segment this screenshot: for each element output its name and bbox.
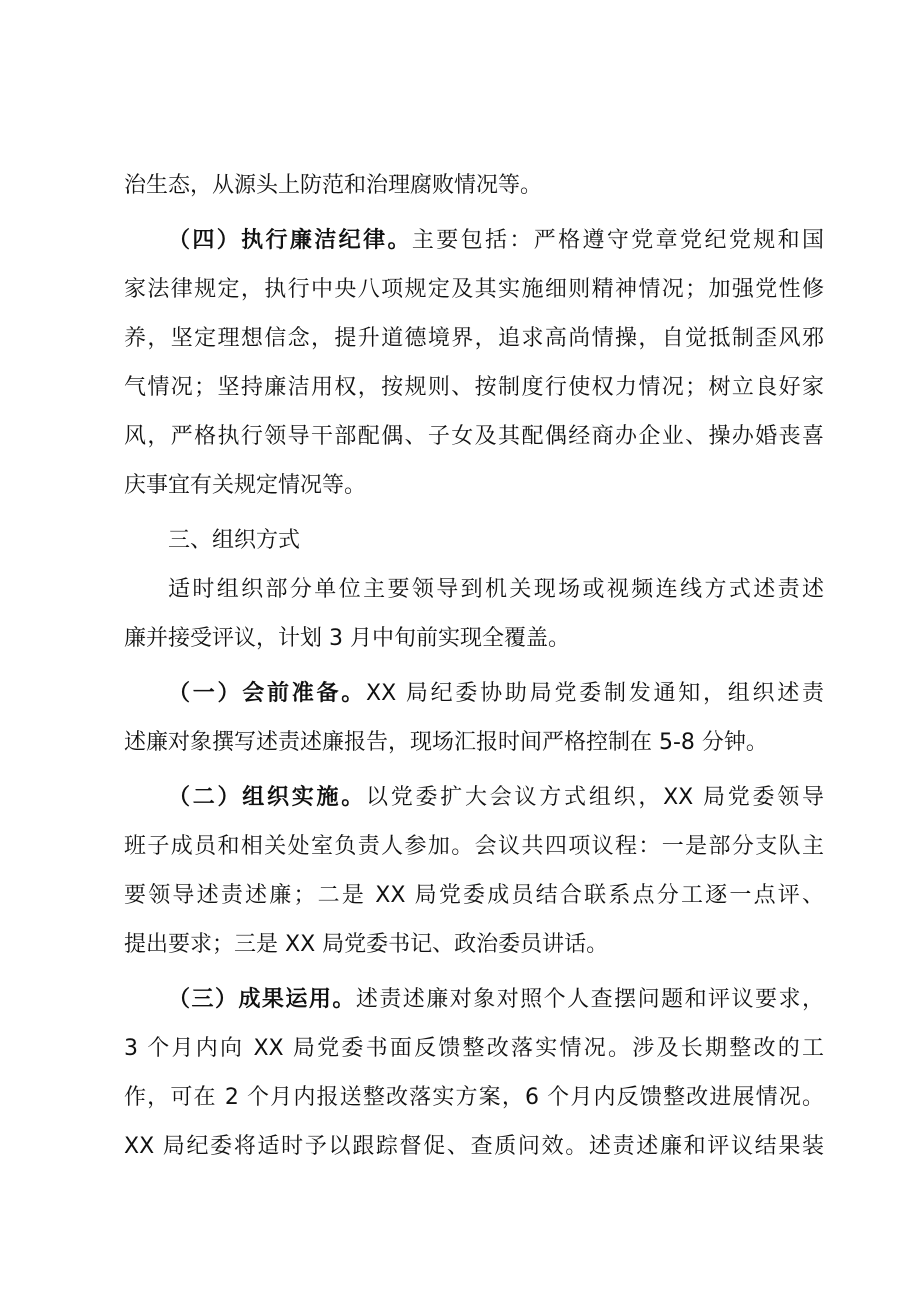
paragraph-continuation <box>124 161 824 210</box>
text-line <box>124 216 824 265</box>
text-line: 廉并接受评议，计划 3 月中旬前实现全覆盖。 <box>124 626 570 651</box>
text-line: 3 个月内向 XX 局党委书面反馈整改落实情况。涉及长期整改的工 <box>124 1036 824 1061</box>
text-line <box>124 975 824 1024</box>
paragraph-organization <box>124 565 824 663</box>
paragraph-heading: （二）组织实施。 <box>168 785 367 810</box>
section-title: 三、组织方式 <box>168 528 301 553</box>
paragraph-heading: （一）会前准备。 <box>168 681 367 706</box>
text-line: 适时组织部分单位主要领导到机关现场或视频连线方式述责述 <box>168 577 824 602</box>
paragraph-implementation <box>124 773 824 969</box>
text-line: 班子成员和相关处室负责人参加。会议共四项议程：一是部分支队主 <box>124 834 824 859</box>
paragraph-discipline <box>124 216 824 510</box>
document-body <box>124 161 824 1171</box>
section-heading <box>124 516 824 565</box>
text-line: 养，坚定理想信念，提升道德境界，追求高尚情操，自觉抵制歪风邪 <box>124 326 824 351</box>
text-run: 主要包括：严格遵守党章党纪党规和国 <box>411 228 824 253</box>
text-line: 庆事宜有关规定情况等。 <box>124 473 367 498</box>
text-line: 治生态，从源头上防范和治理腐败情况等。 <box>124 173 543 198</box>
text-run: XX 局纪委协助局党委制发通知，组织述责 <box>366 681 824 706</box>
text-line: XX 局纪委将适时予以跟踪督促、查质问效。述责述廉和评议结果装 <box>124 1134 824 1159</box>
text-line: 气情况；坚持廉洁用权，按规则、按制度行使权力情况；树立良好家 <box>124 375 824 400</box>
text-line: 提出要求；三是 XX 局党委书记、政治委员讲话。 <box>124 932 609 957</box>
text-run: 以党委扩大会议方式组织，XX 局党委领导 <box>366 785 824 810</box>
paragraph-preparation <box>124 669 824 767</box>
text-line: 风，严格执行领导干部配偶、子女及其配偶经商办企业、操办婚丧喜 <box>124 424 824 449</box>
paragraph-results <box>124 975 824 1171</box>
paragraph-heading: （三）成果运用。 <box>168 987 356 1012</box>
text-run: 述责述廉对象对照个人查摆问题和评议要求， <box>355 987 824 1012</box>
paragraph-heading: （四）执行廉洁纪律。 <box>168 228 412 253</box>
text-line: 述廉对象撰写述责述廉报告，现场汇报时间严格控制在 5-8 分钟。 <box>124 730 768 755</box>
text-line: 家法律规定，执行中央八项规定及其实施细则精神情况；加强党性修 <box>124 277 824 302</box>
text-line: 要领导述责述廉；二是 XX 局党委成员结合联系点分工逐一点评、 <box>124 883 824 908</box>
text-line <box>124 669 824 718</box>
text-line: 作，可在 2 个月内报送整改落实方案，6 个月内反馈整改进展情况。 <box>124 1085 824 1110</box>
text-line <box>124 773 824 822</box>
